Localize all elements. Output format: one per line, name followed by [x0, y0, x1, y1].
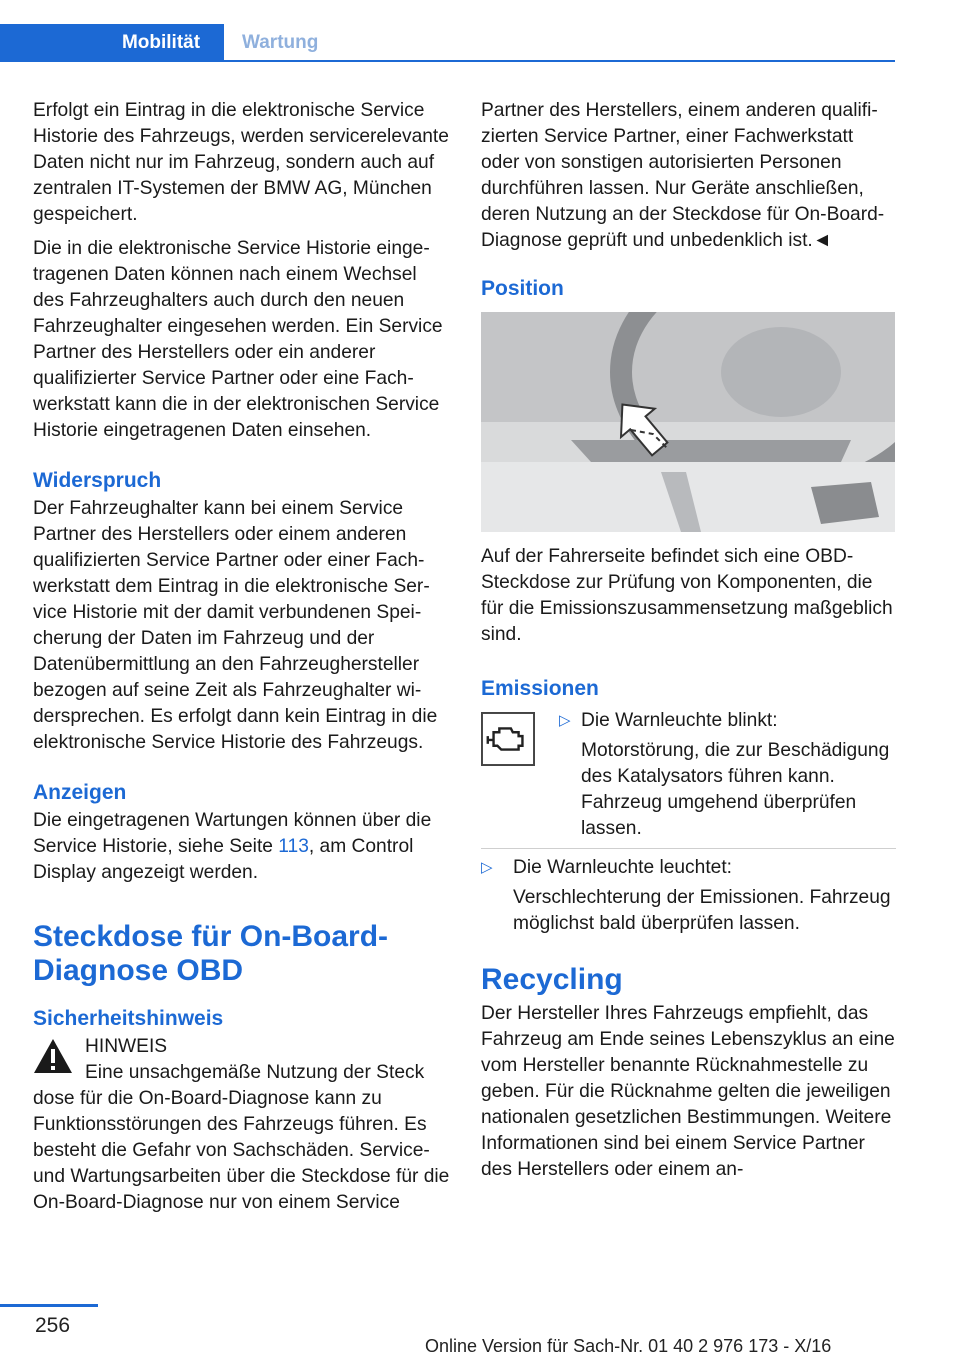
- header-rule: [0, 60, 895, 62]
- paragraph: Erfolgt ein Eintrag in die elektronische Service Historie des Fahrzeugs, werden servicerelevante Daten nicht nur im Fahrzeug, sondern auch auf zentralen IT-Systemen der BMW AG, München gespeichert.: [33, 100, 449, 225]
- heading-recycling: Recycling: [481, 963, 623, 996]
- heading-obd: Steckdose für On-Board-Diagnose OBD: [33, 920, 389, 987]
- triangle-bullet-icon: ▷: [559, 712, 571, 729]
- footer-rule: [0, 1304, 98, 1307]
- paragraph: Der Fahrzeughalter kann bei einem Service Partner des Herstellers oder einem anderen qualifizierten Service Partner oder einer Fachwerkstatt dem Eintrag in die elektronische Service Historie mit der damit verbundenen Speicherung der Daten im Fahrzeug und der Datenübermittlung an den Fahrzeughersteller bezogen auf seine Zeit als Fahrzeughalter widersprechen. Es erfolgt dann kein Eintrag in die elektronische Service Historie des Fahrzeugs.: [33, 498, 438, 753]
- paragraph: Der Hersteller Ihres Fahrzeugs empfiehlt, das Fahrzeug am Ende seines Lebenszyklus an eine vom Hersteller benannte Rücknahmestelle zu geben. Für die Rücknahme gelten die jeweiligen nationalen gesetzlichen Bestimmungen. Weitere Informationen sind bei einem Service Partner des Herstellers oder einem an-: [481, 1003, 895, 1180]
- list-item-title: Die Warnleuchte leuchtet:: [513, 857, 732, 878]
- emissions-list: [481, 708, 896, 937]
- header-tabbar: [0, 24, 895, 62]
- list-item: [559, 708, 896, 842]
- divider: [481, 848, 896, 849]
- heading-anzeigen: Anzeigen: [33, 781, 127, 804]
- warning-triangle-icon: [33, 1038, 73, 1074]
- obd-position-photo: [481, 312, 895, 532]
- list-item-text: Motorstörung, die zur Beschädigung des Katalysators führen kann. Fahrzeug umgehend überprüfen lassen.: [581, 740, 890, 839]
- check-engine-icon: [481, 712, 535, 766]
- hinweis-text: dose für die On-Board-Diagnose kann zu Funktionsstörungen des Fahrzeugs führen. Es besteht die Gefahr von Sachschäden. Service- und Wartungsarbeiten über die Steckdose für die On-Board-Diagnose nur von einem Service: [33, 1088, 450, 1213]
- heading-position: Position: [481, 277, 564, 300]
- header-tab-lead: [0, 24, 98, 62]
- warning-note: [33, 1034, 451, 1216]
- page-link-113[interactable]: 113: [278, 836, 309, 857]
- paragraph-text: , am Control Display angezeigt werden.: [33, 836, 414, 883]
- list-item-text: Verschlechterung der Emissionen. Fahrzeug möglichst bald überprüfen lassen.: [513, 887, 891, 934]
- paragraph-text: Die eingetragenen Wartungen können über die Service Historie, siehe Seite: [33, 810, 432, 857]
- heading-emissionen: Emissionen: [481, 677, 599, 700]
- heading-sicherheitshinweis: Sicherheitshinweis: [33, 1007, 224, 1030]
- paragraph: Auf der Fahrerseite befindet sich eine OBD-Steckdose zur Prüfung von Komponenten, die für die Emissionszusammensetzung maßgeblich sind.: [481, 546, 893, 645]
- heading-widerspruch: Widerspruch: [33, 469, 162, 492]
- paragraph: Die in die elektronische Service Historie eingetragenen Daten können nach einem Wechsel des Fahrzeughalters auch durch den neuen Fahrzeughalter eingesehen werden. Ein Service Partner des Herstellers oder ein anderer qualifizierter Service Partner oder eine Fachwerkstatt kann die in der elektronischen Service Historie eingetragenen Daten einsehen.: [33, 238, 443, 441]
- tab-wartung[interactable]: Wartung: [242, 32, 319, 53]
- right-column: [481, 98, 896, 1191]
- paragraph: [33, 808, 451, 886]
- paragraph: Partner des Herstellers, einem anderen qualifizierten Service Partner, einer Fachwerkstatt oder von sonstigen autorisierten Personen durchführen lassen. Nur Geräte anschließen, deren Nutzung an der Steckdose für On-Board-Diagnose geprüft und unbedenklich ist.◄: [481, 100, 885, 251]
- hinweis-label: HINWEIS: [85, 1036, 168, 1057]
- triangle-bullet-icon: ▷: [481, 859, 493, 876]
- left-column: [33, 98, 451, 1216]
- list-item: [481, 855, 896, 937]
- hinweis-first-line: Eine unsachgemäße Nutzung der Steck: [85, 1062, 425, 1083]
- footer-version: Online Version für Sach-Nr. 01 40 2 976 173 - X/16: [425, 1336, 832, 1356]
- page-number: 256: [35, 1314, 71, 1337]
- list-item-title: Die Warnleuchte blinkt:: [581, 710, 778, 731]
- tab-mobilitaet[interactable]: Mobilität: [98, 24, 224, 62]
